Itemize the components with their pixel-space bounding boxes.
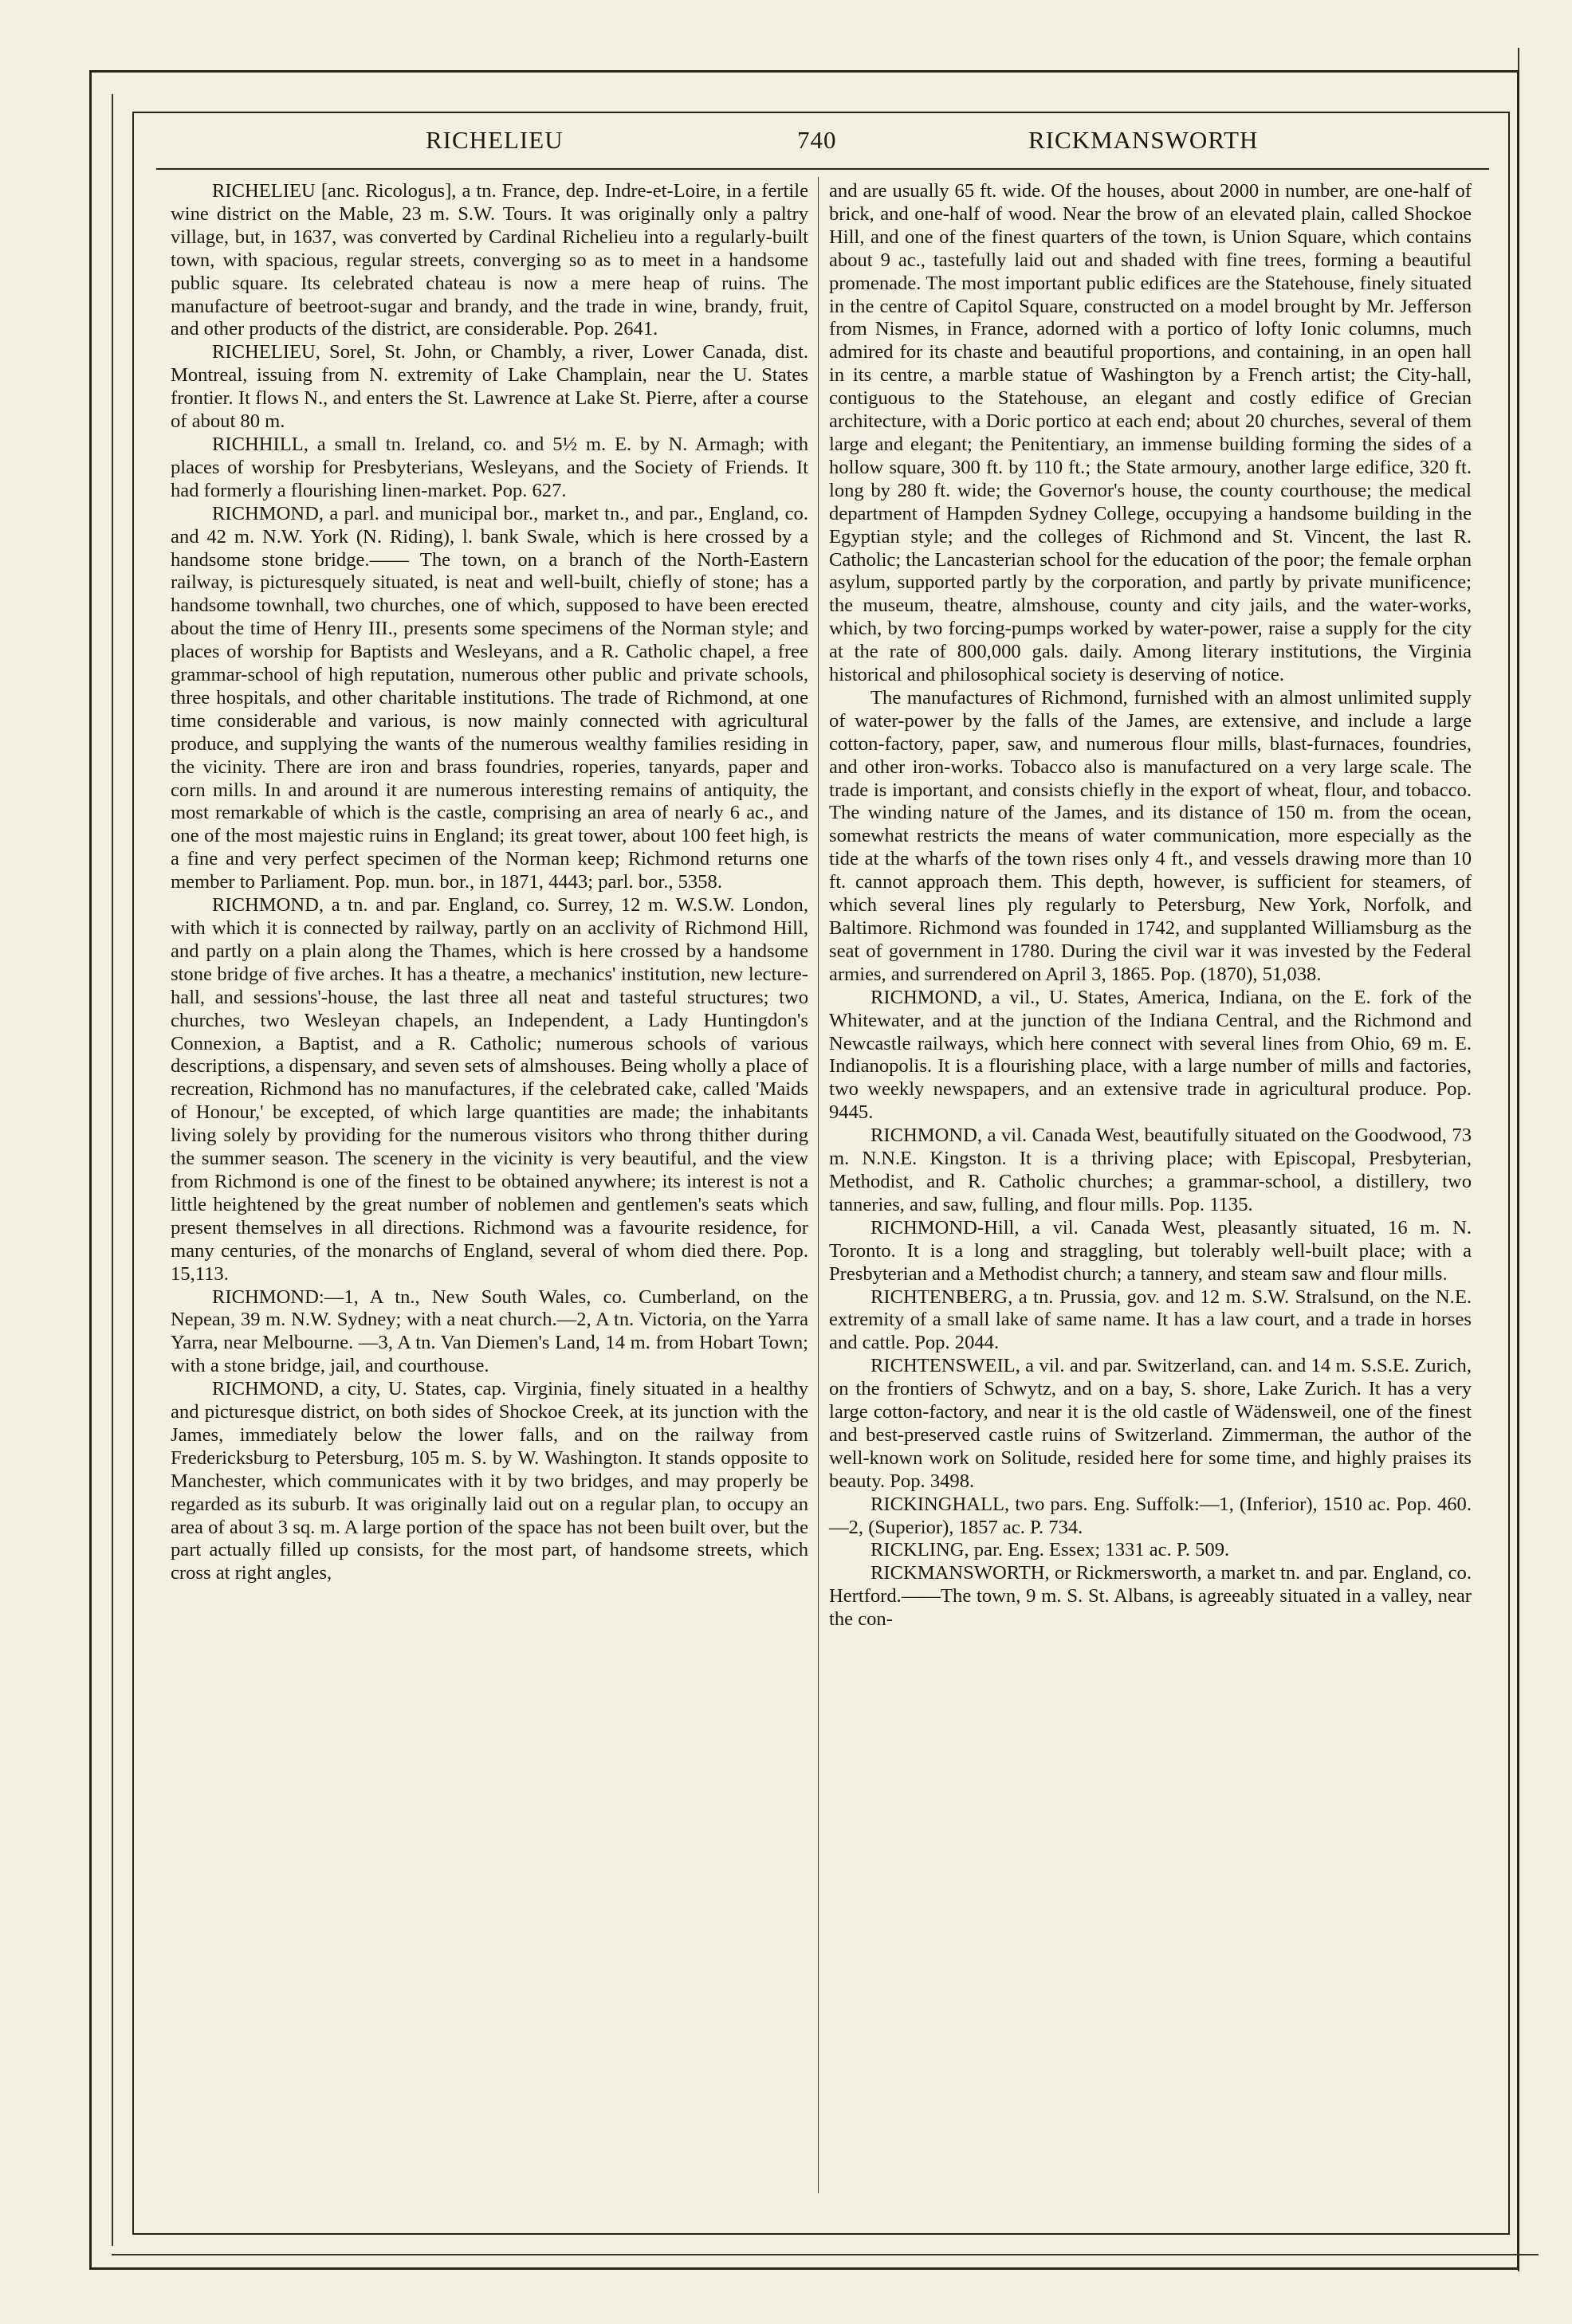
entry-richmond-hill: RICHMOND-Hill, a vil. Canada West, pleasantly situated, 16 m. N. Toronto. It is a long and straggling, but tolerably well-built place; with a Presbyterian and a Methodist church; a tannery, and steam saw and flour mills. <box>829 1216 1472 1285</box>
frame-rule-left <box>112 94 113 2246</box>
entry-richmond-manufactures: The manufactures of Richmond, furnished with an almost unlimited supply of water-power by the falls of the James, are extensive, and include a large cotton-factory, paper, saw, and numerous flour mills, blast-furnaces, foundries, and other iron-works. Tobacco also is manufactured on a very large scale. The trade is important, and consists chiefly in the export of wheat, flour, and tobacco. The winding nature of the James, and its distance of 150 m. from the ocean, somewhat restricts the means of water communication, more especially as the tide at the wharfs of the town rises only 4 ft., and vessels drawing more than 10 ft. cannot approach them. This depth, however, is sufficient for steamers, of which several lines ply regularly to Petersburg, New York, Norfolk, and Baltimore. Richmond was founded in 1742, and supplanted Williamsburg as the seat of government in 1780. During the civil war it was invested by the Federal armies, and surrendered on April 3, 1865. Pop. (1870), 51,038. <box>829 686 1472 985</box>
entry-richmond-surrey: RICHMOND, a tn. and par. England, co. Surrey, 12 m. W.S.W. London, with which it is connected by railway, partly on an acclivity of Richmond Hill, and partly on a plain along the Thames, which is here crossed by a handsome stone bridge of five arches. It has a theatre, a mechanics' institution, new lecture-hall, and sessions'-house, the last three all neat and tasteful structures; two churches, two Wesleyan chapels, an Independent, a Lady Huntingdon's Connexion, a Baptist, and a R. Catholic; numerous schools of various descriptions, a dispensary, and seven sets of almshouses. Being wholly a place of recreation, Richmond has no manufactures, if the celebrated cake, called 'Maids of Honour,' be excepted, of which large quantities are made; the inhabitants living solely by providing for the numerous visitors who throng thither during the summer season. The scenery in the vicinity is very beautiful, and the view from Richmond is one of the finest to be obtained anywhere; its interest is not a little heightened by the great number of noblemen and gentlemen's seats which present themselves in all directions. Richmond was a favourite residence, for many centuries, of the monarchs of England, several of whom died there. Pop. 15,113. <box>171 894 808 1285</box>
entry-rickmansworth: RICKMANSWORTH, or Rickmersworth, a market tn. and par. England, co. Hertford.——The town, 9 m. S. St. Albans, is agreeably situated in a valley, near the con- <box>829 1562 1472 1631</box>
entry-rickinghall: RICKINGHALL, two pars. Eng. Suffolk:—1, (Inferior), 1510 ac. Pop. 460.—2, (Superior), 1857 ac. P. 734. <box>829 1493 1472 1538</box>
entry-richelieu-town: RICHELIEU [anc. Ricologus], a tn. France, dep. Indre-et-Loire, in a fertile wine district on the Mable, 23 m. S.W. Tours. It was originally only a paltry village, but, in 1637, was converted by Cardinal Richelieu into a regularly-built town, with spacious, regular streets, converging so as to meet in a handsome public square. Its celebrated chateau is now a mere heap of ruins. The manufacture of beetroot-sugar and brandy, and the trade in wine, brandy, fruit, and other products of the district, are considerable. Pop. 2641. <box>171 180 808 340</box>
entry-richmond-colonies: RICHMOND:—1, A tn., New South Wales, co. Cumberland, on the Nepean, 39 m. N.W. Sydney; with a neat church.—2, A tn. Victoria, on the Yarra Yarra, near Melbourne. —3, A tn. Van Diemen's Land, 14 m. from Hobart Town; with a stone bridge, jail, and courthouse. <box>171 1286 808 1377</box>
entry-richmond-york: RICHMOND, a parl. and municipal bor., market tn., and par., England, co. and 42 m. N.W. York (N. Riding), l. bank Swale, which is here crossed by a handsome stone bridge.—— The town, on a branch of the North-Eastern railway, is picturesquely situated, is neat and well-built, chiefly of stone; has a handsome townhall, two churches, one of which, supposed to have been erected about the time of Henry III., presents some specimens of the Norman style; and places of worship for Baptists and Wesleyans, and a R. Catholic chapel, a free grammar-school of high reputation, numerous other public and private schools, three hospitals, and other charitable institutions. The trade of Richmond, at one time considerable and various, is now mainly connected with agricultural produce, and supplying the wants of the numerous wealthy families residing in the vicinity. There are iron and brass foundries, roperies, tanyards, paper and corn mills. In and around it are numerous interesting remains of antiquity, the most remarkable of which is the castle, comprising an area of nearly 6 ac., and one of the most majestic ruins in England; its great tower, about 100 feet high, is a fine and very perfect specimen of the Norman keep; Richmond returns one member to Parliament. Pop. mun. bor., in 1871, 4443; parl. bor., 5358. <box>171 502 808 893</box>
page-number: 740 <box>797 126 837 154</box>
entry-richmond-virginia-continued: and are usually 65 ft. wide. Of the houses, about 2000 in number, are one-half of brick, and one-half of wood. Near the brow of an elevated plain, called Shockoe Hill, and one of the finest quarters of the town, is Union Square, which contains about 9 ac., tastefully laid out and shaded with fine trees, forming a beautiful promenade. The most important public edifices are the Statehouse, finely situated in the centre of Capitol Square, constructed on a model brought by Mr. Jefferson from Nismes, in France, adorned with a portico of lofty Ionic columns, much admired for its chaste and beautiful proportions, and containing, in an open hall in its centre, a marble statue of Washington by a French artist; the City-hall, contiguous to the Statehouse, an elegant and costly edifice of Grecian architecture, with a Doric portico at each end; about 20 churches, several of them large and elegant; the Penitentiary, an immense building forming the sides of a hollow square, 300 ft. by 110 ft.; the State armoury, another large edifice, 320 ft. long by 280 ft. wide; the Governor's house, the county courthouse; the medical department of Hampden Sydney College, occupying a handsome building in the Egyptian style; and the colleges of Richmond and St. Vincent, the last R. Catholic; the Lancasterian school for the education of the poor; the female orphan asylum, supported partly by the corporation, and partly by private munificence; the museum, theatre, almshouse, county and city jails, and the water-works, which, by two forcing-pumps worked by water-power, raise a supply for the city at the rate of 800,000 gals. daily. Among literary institutions, the Virginia historical and philosophical society is deserving of notice. <box>829 180 1472 686</box>
running-header <box>159 126 1483 174</box>
entry-richhill: RICHHILL, a small tn. Ireland, co. and 5½ m. E. by N. Armagh; with places of worship for Presbyterians, Wesleyans, and the Society of Friends. It had formerly a flourishing linen-market. Pop. 627. <box>171 433 808 501</box>
entry-rickling: RICKLING, par. Eng. Essex; 1331 ac. P. 509. <box>870 1539 1230 1561</box>
frame-rule-bottom <box>112 2254 1539 2255</box>
header-rule <box>156 168 1489 170</box>
entry-richmond-virginia: RICHMOND, a city, U. States, cap. Virginia, finely situated in a healthy and picturesque district, on both sides of Shockoe Creek, at its junction with the James, immediately below the lower falls, and on the railway from Fredericksburg to Petersburg, 105 m. S. by W. Washington. It stands opposite to Manchester, which communicates with it by two bridges, and may properly be regarded as its suburb. It was originally laid out on a regular plan, to occupy an area of about 3 sq. m. A large portion of the space has not been built over, but the part actually filled up consists, for the most part, of handsome streets, which cross at right angles, <box>171 1378 808 1584</box>
entry-richmond-indiana: RICHMOND, a vil., U. States, America, Indiana, on the E. fork of the Whitewater, and at the junction of the Indiana Central, and the Richmond and Newcastle railways, which here connect with several lines from Ohio, 69 m. E. Indianopolis. It is a flourishing place, with a large number of mills and factories, two weekly newspapers, and an extensive trade in agricultural produce. Pop. 9445. <box>829 986 1472 1124</box>
entry-richtenberg: RICHTENBERG, a tn. Prussia, gov. and 12 m. S.W. Stralsund, on the N.E. extremity of a small lake of same name. It has a law court, and a trade in horses and cattle. Pop. 2044. <box>829 1286 1472 1354</box>
entry-richmond-canada: RICHMOND, a vil. Canada West, beautifully situated on the Goodwood, 73 m. N.N.E. Kingston. It is a thriving place; with Episcopal, Presbyterian, Methodist, and R. Catholic churches; a grammar-school, a distillery, two tanneries, and saw, fulling, and flour mills. Pop. 1135. <box>829 1125 1472 1215</box>
left-column <box>171 180 808 1585</box>
entry-richtensweil: RICHTENSWEIL, a vil. and par. Switzerland, can. and 14 m. S.S.E. Zurich, on the frontiers of Schwytz, and on a bay, S. shore, Lake Zurich. It has a very large cotton-factory, and near it is the old castle of Wädensweil, one of the finest and best-preserved castle ruins of Switzerland. Zimmerman, the author of the well-known work on Solitude, resided here for some time, and highly praises its beauty. Pop. 3498. <box>829 1355 1472 1492</box>
column-divider <box>818 177 819 2193</box>
header-left-word: RICHELIEU <box>426 126 564 154</box>
entry-richelieu-river: RICHELIEU, Sorel, St. John, or Chambly, a river, Lower Canada, dist. Montreal, issuing from N. extremity of Lake Champlain, near the U. States frontier. It flows N., and enters the St. Lawrence at Lake St. Pierre, after a course of about 80 m. <box>171 341 808 433</box>
header-right-word: RICKMANSWORTH <box>1028 126 1259 154</box>
right-column <box>829 180 1472 1631</box>
